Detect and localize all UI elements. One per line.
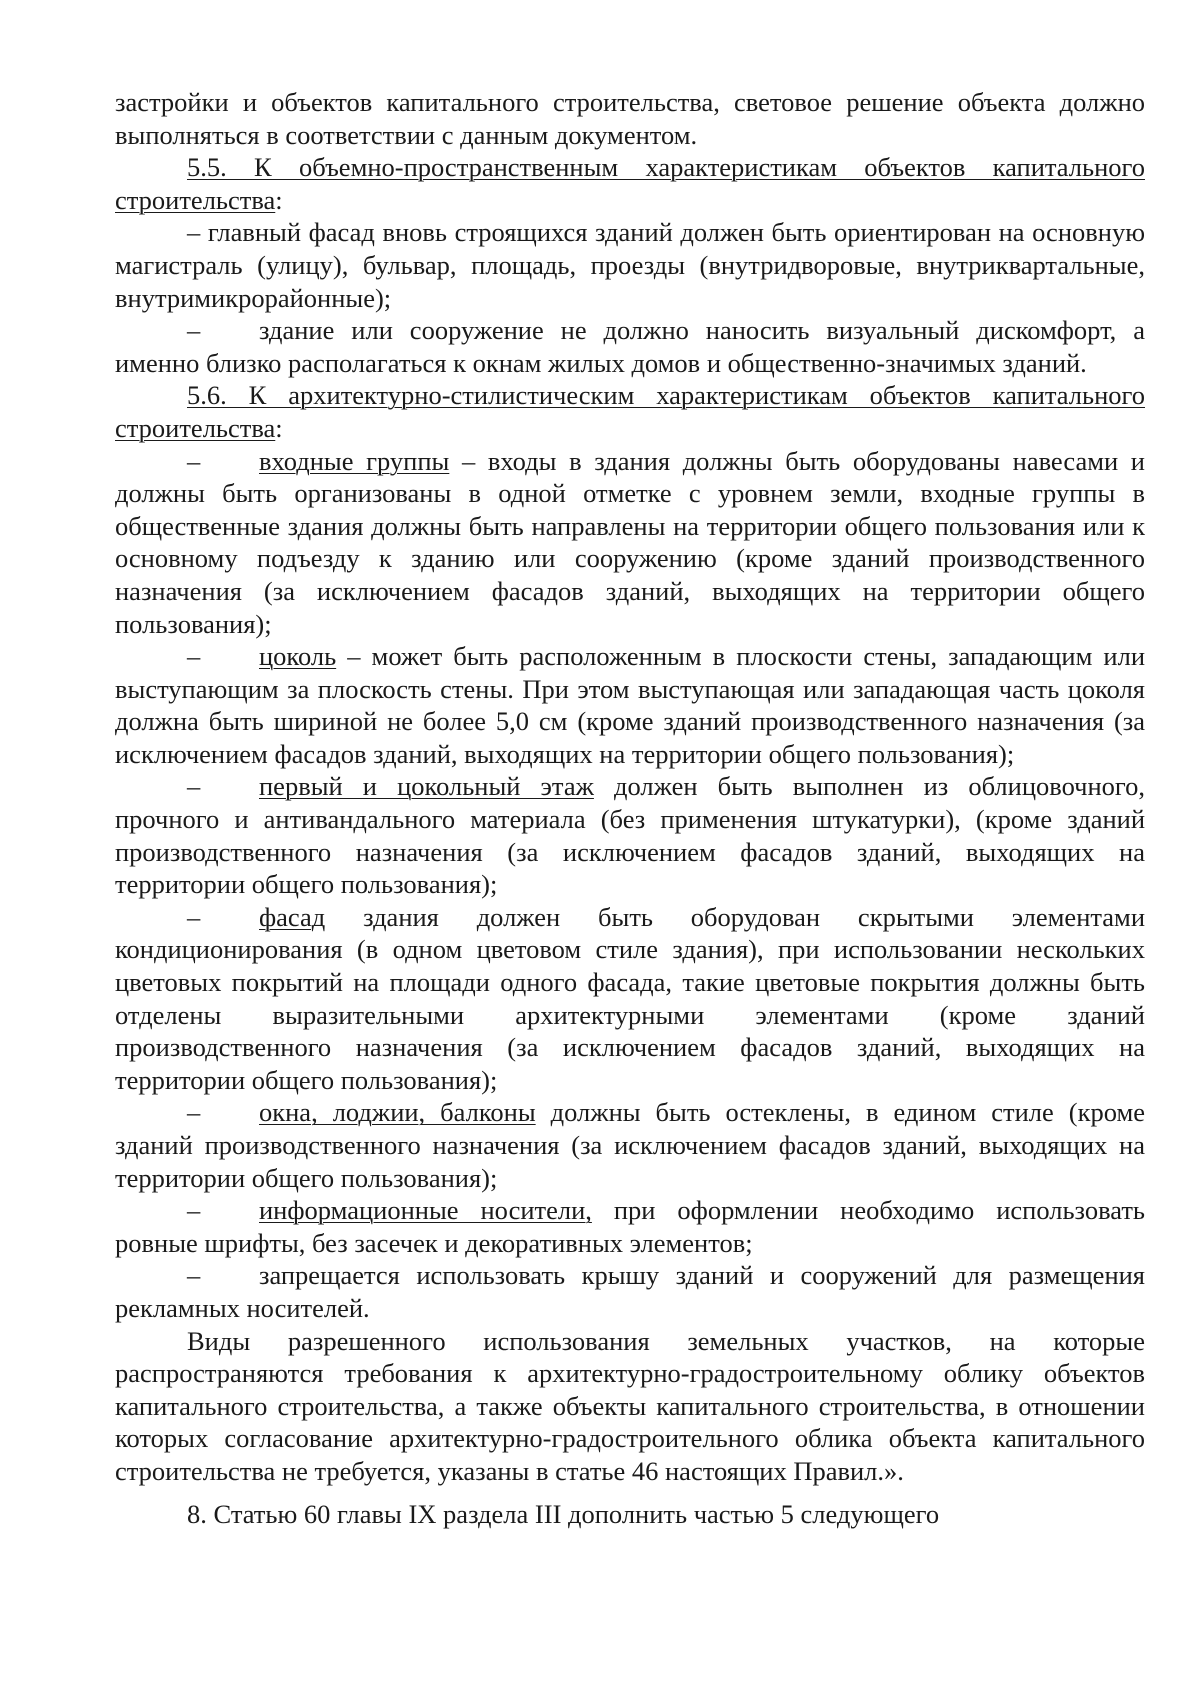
list-dash: –	[187, 771, 201, 802]
list-dash: –	[187, 1260, 201, 1291]
list-item-text: должны быть остеклены, в едином стиле (кроме зданий производственного назначения (за исключением фасадов зданий, выходящих на территории общего пользования);	[115, 1097, 1145, 1193]
list-item-first-floor	[115, 770, 1145, 900]
list-dash: –	[187, 901, 201, 932]
paragraph-article-60	[115, 1498, 1145, 1531]
list-item-term: входные группы	[259, 445, 450, 476]
paragraph-land-use	[115, 1325, 1145, 1488]
list-item-text: главный фасад вновь строящихся зданий должен быть ориентирован на основную магистраль (улицу), бульвар, площадь, проезды (внутридворовые, внутриквартальные, внутримикрорайонные);	[115, 217, 1145, 313]
list-item-plinth	[115, 640, 1145, 770]
list-item-term: окна, лоджии, балконы	[259, 1097, 536, 1128]
list-item-term: цоколь	[259, 641, 337, 672]
list-dash: –	[187, 217, 201, 248]
list-item-text: должен быть выполнен из облицовочного, прочного и антивандального материала (без применения штукатурки), (кроме зданий производственного назначения (за исключением фасадов зданий, выходящих на территории общего пользования);	[115, 771, 1146, 900]
list-item-text: здание или сооружение не должно наносить визуальный дискомфорт, а именно близко располагаться к окнам жилых домов и общественно-значимых зданий.	[115, 315, 1145, 378]
section-5-5-heading	[115, 151, 1145, 216]
list-item-term: первый и цокольный этаж	[259, 771, 594, 802]
paragraph-land-use-text: Виды разрешенного использования земельных участков, на которые распространяются требования к архитектурно-градостроительному облику объектов капитального строительства, а также объекты капитального строительства, в отношении которых согласование архитектурно-градостроительного облика объекта капитального строительства не требуется, указаны в статье 46 настоящих Правил.».	[115, 1325, 1145, 1486]
list-dash: –	[187, 315, 201, 346]
list-item-text: – входы в здания должны быть оборудованы навесами и должны быть организованы в одной отметке с уровнем земли, входные группы в общественные здания должны быть направлены на территории общего пользования или к основному подъезду к зданию или сооружению (кроме зданий производственного назначения (за исключением фасадов зданий, выходящих на территории общего пользования);	[115, 445, 1145, 639]
list-item-info-carriers	[115, 1194, 1145, 1259]
list-dash: –	[187, 445, 201, 476]
list-dash: –	[187, 641, 201, 672]
list-item-facade	[115, 901, 1145, 1097]
list-dash: –	[187, 1097, 201, 1128]
list-item-visual-discomfort	[115, 314, 1145, 379]
list-item-text: – может быть расположенным в плоскости стены, западающим или выступающим за плоскость стены. При этом выступающая или западающая часть цоколя должна быть шириной не более 5,0 см (кроме зданий производственного назначения (за исключением фасадов зданий, выходящих на территории общего пользования);	[115, 641, 1145, 769]
list-dash: –	[187, 1195, 201, 1226]
section-5-6-colon: :	[275, 412, 283, 443]
section-5-6-title: 5.6. К архитектурно-стилистическим характеристикам объектов капитального строительства	[115, 380, 1145, 443]
list-item-text: запрещается использовать крышу зданий и сооружений для размещения рекламных носителей.	[115, 1260, 1145, 1323]
paragraph-article-60-text: 8. Статью 60 главы IX раздела III дополнить частью 5 следующего	[187, 1498, 940, 1529]
document-page	[115, 86, 1145, 1530]
paragraph-0	[115, 86, 1145, 151]
section-5-5-title: 5.5. К объемно-пространственным характеристикам объектов капитального строительства	[115, 152, 1145, 215]
list-item-text: здания должен быть оборудован скрытыми элементами кондиционирования (в одном цветовом стиле здания), при использовании нескольких цветовых покрытий на площади одного фасада, такие цветовые покрытия должны быть отделены выразительными архитектурными элементами (кроме зданий производственного назначения (за исключением фасадов зданий, выходящих на территории общего пользования);	[115, 901, 1145, 1095]
list-item-term: фасад	[259, 901, 326, 932]
section-5-6-heading	[115, 379, 1145, 444]
list-item-term: информационные носители,	[259, 1195, 592, 1226]
paragraph-0-text: застройки и объектов капитального строительства, световое решение объекта должно выполняться в соответствии с данным документом.	[115, 87, 1145, 150]
list-item-roof-ads	[115, 1259, 1145, 1324]
list-item-windows	[115, 1096, 1145, 1194]
section-5-5-colon: :	[275, 184, 283, 215]
list-item-text: при оформлении необходимо использовать ровные шрифты, без засечек и декоративных элементов;	[115, 1195, 1145, 1258]
list-item-entrance-groups	[115, 445, 1145, 641]
list-item-main-facade	[115, 216, 1145, 314]
